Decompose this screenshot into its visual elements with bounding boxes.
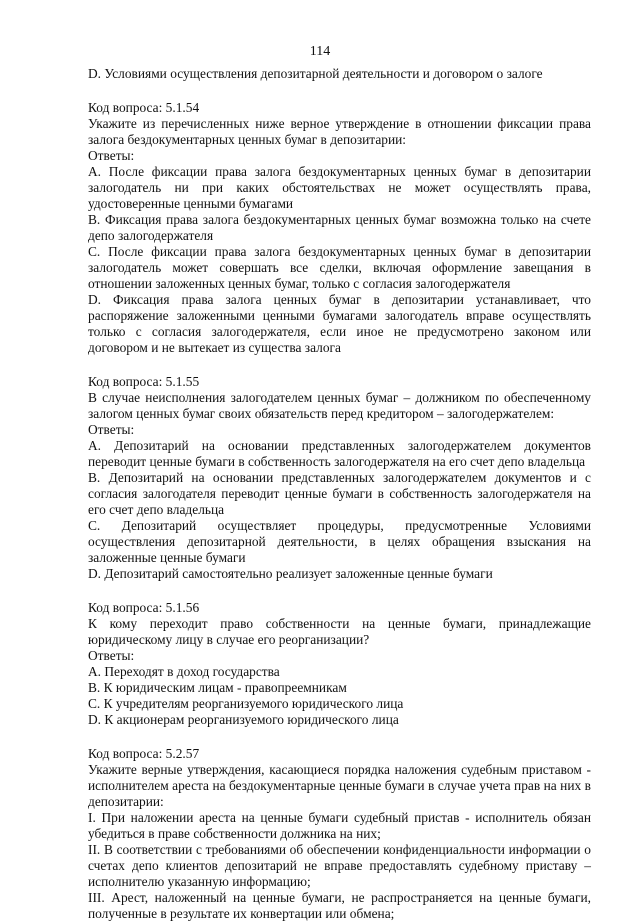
answer-option: C. Депозитарий осуществляет процедуры, предусмотренные Условиями осуществления депозитарной деятельности, в целях обращения взыскания на заложенные ценные бумаги [88, 518, 591, 565]
answer-option: D. Фиксация права залога ценных бумаг в депозитарии устанавливает, что распоряжение заложенными ценными бумагами залогодатель вправе осуществлять только с согласия залогодержателя, если иное не предусмотрено законом или договором и не вытекает из существа залога [88, 292, 591, 355]
answer-option: C. После фиксации права залога бездокументарных ценных бумаг в депозитарии залогодатель может совершать все сделки, включая оформление завещания в отношении заложенных ценных бумаг, только с согласия залогодержателя [88, 244, 591, 291]
intro-line: D. Условиями осуществления депозитарной деятельности и договором о залоге [88, 66, 543, 81]
answer-option: A. Переходят в доход государства [88, 664, 280, 679]
question-text: Укажите верные утверждения, касающиеся порядка наложения судебным приставом - исполнителем ареста на бездокументарные ценные бумаги в случае учета прав на них в депозитарии: [88, 762, 591, 809]
question-block-5-1-56 [88, 600, 591, 728]
question-code: Код вопроса: 5.1.56 [88, 600, 200, 615]
question-code: Код вопроса: 5.1.55 [88, 374, 200, 389]
question-code: Код вопроса: 5.2.57 [88, 746, 200, 761]
question-text: К кому переходит право собственности на ценные бумаги, принадлежащие юридическому лицу в случае его реорганизации? [88, 616, 591, 647]
answer-option: D. К акционерам реорганизуемого юридического лица [88, 712, 399, 727]
question-code: Код вопроса: 5.1.54 [88, 100, 200, 115]
answers-label: Ответы: [88, 648, 135, 663]
answer-option: C. К учредителям реорганизуемого юридического лица [88, 696, 404, 711]
answer-option: B. Депозитарий на основании представленных залогодержателем документов и с согласия залогодателя переводит ценные бумаги в собственность залогодержателя на его счет депо владельца [88, 470, 591, 517]
statement: II. В соответствии с требованиями об обеспечении конфиденциальности информации о счетах депо клиентов депозитарий не вправе предоставлять судебному приставу – исполнителю указанную информацию; [88, 842, 591, 889]
answer-option: B. Фиксация права залога бездокументарных ценных бумаг возможна только на счете депо залогодержателя [88, 212, 591, 243]
answer-option: A. Депозитарий на основании представленных залогодержателем документов переводит ценные бумаги в собственность залогодержателя на его счет депо владельца [88, 438, 591, 469]
answers-label: Ответы: [88, 148, 135, 163]
page-number: 114 [309, 44, 331, 59]
answer-option: D. Депозитарий самостоятельно реализует заложенные ценные бумаги [88, 566, 493, 581]
question-text: Укажите из перечисленных ниже верное утверждение в отношении фиксации права залога бездокументарных ценных бумаг в депозитарии: [88, 116, 591, 147]
statement: III. Арест, наложенный на ценные бумаги, не распространяется на ценные бумаги, полученные в результате их конвертации или обмена; [88, 890, 591, 921]
answer-option: B. К юридическим лицам - правопреемникам [88, 680, 347, 695]
question-text: В случае неисполнения залогодателем ценных бумаг – должником по обеспеченному залогом ценных бумаг своих обязательств перед кредитором – залогодержателем: [88, 390, 591, 421]
answer-option: A. После фиксации права залога бездокументарных ценных бумаг в депозитарии залогодатель ни при каких обстоятельствах не может осуществлять права, удостоверенные ценными бумагами [88, 164, 591, 211]
question-block-5-1-55 [88, 374, 591, 582]
question-block-5-2-57 [88, 746, 591, 922]
answers-label: Ответы: [88, 422, 135, 437]
page-content [88, 66, 591, 922]
question-block-5-1-54 [88, 100, 591, 356]
statement: I. При наложении ареста на ценные бумаги судебный пристав - исполнитель обязан убедиться в праве собственности должника на них; [88, 810, 591, 841]
